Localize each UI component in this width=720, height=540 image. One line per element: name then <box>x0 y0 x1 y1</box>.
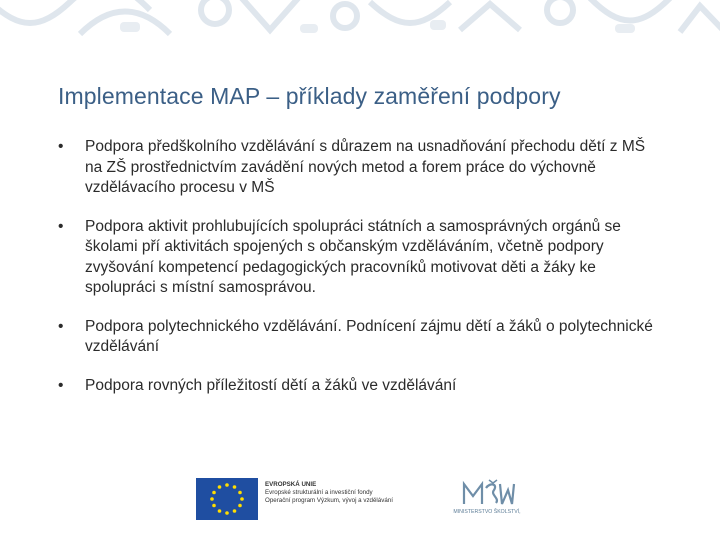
bullet-text: Podpora polytechnického vzdělávání. Podnícení zájmu dětí a žáků o polytechnické vzdělávání <box>85 317 653 355</box>
bullet-text: Podpora aktivit prohlubujících spolupráci státních a samosprávných orgánů se školami pří aktivitách spojených s občanským vzděláváním, včetně podpory zvyšování kompetencí pedagogických pracovníků motivovat děti a žáky ke spolupráci s místní samosprávou. <box>85 217 621 296</box>
msmt-logo-icon <box>442 478 532 524</box>
bullet-item <box>58 317 658 358</box>
bullet-point-icon: • <box>58 376 64 394</box>
eu-name: EVROPSKÁ UNIE <box>265 481 317 488</box>
bullet-list <box>58 137 658 414</box>
eu-logo-text <box>265 481 435 506</box>
ministry-name: MINISTERSTVO ŠKOLSTVÍ, <box>453 509 521 515</box>
bullet-item <box>58 137 658 199</box>
decorative-header-band <box>0 0 720 38</box>
slide-title: Implementace MAP – příklady zaměření podpory <box>58 83 561 109</box>
bullet-text: Podpora rovných příležitostí dětí a žáků ve vzdělávání <box>85 376 457 394</box>
eu-funds: Evropské strukturální a investiční fondy <box>265 489 373 497</box>
eu-programme: Operační program Výzkum, vývoj a vzdělávání <box>265 497 393 505</box>
bullet-point-icon: • <box>58 217 64 235</box>
eu-flag-icon <box>196 478 258 520</box>
bullet-point-icon: • <box>58 138 64 155</box>
bullet-text: Podpora předškolního vzdělávání s důrazem na usnadňování přechodu dětí z MŠ na ZŠ prostřednictvím zavádění nových metod a forem práce do výchovně vzdělávacího procesu v MŠ <box>85 138 646 196</box>
bullet-point-icon: • <box>58 317 64 335</box>
bullet-item <box>58 217 658 299</box>
header-pattern-icon <box>0 0 720 38</box>
bullet-item <box>58 376 658 397</box>
footer-logos <box>196 478 536 524</box>
